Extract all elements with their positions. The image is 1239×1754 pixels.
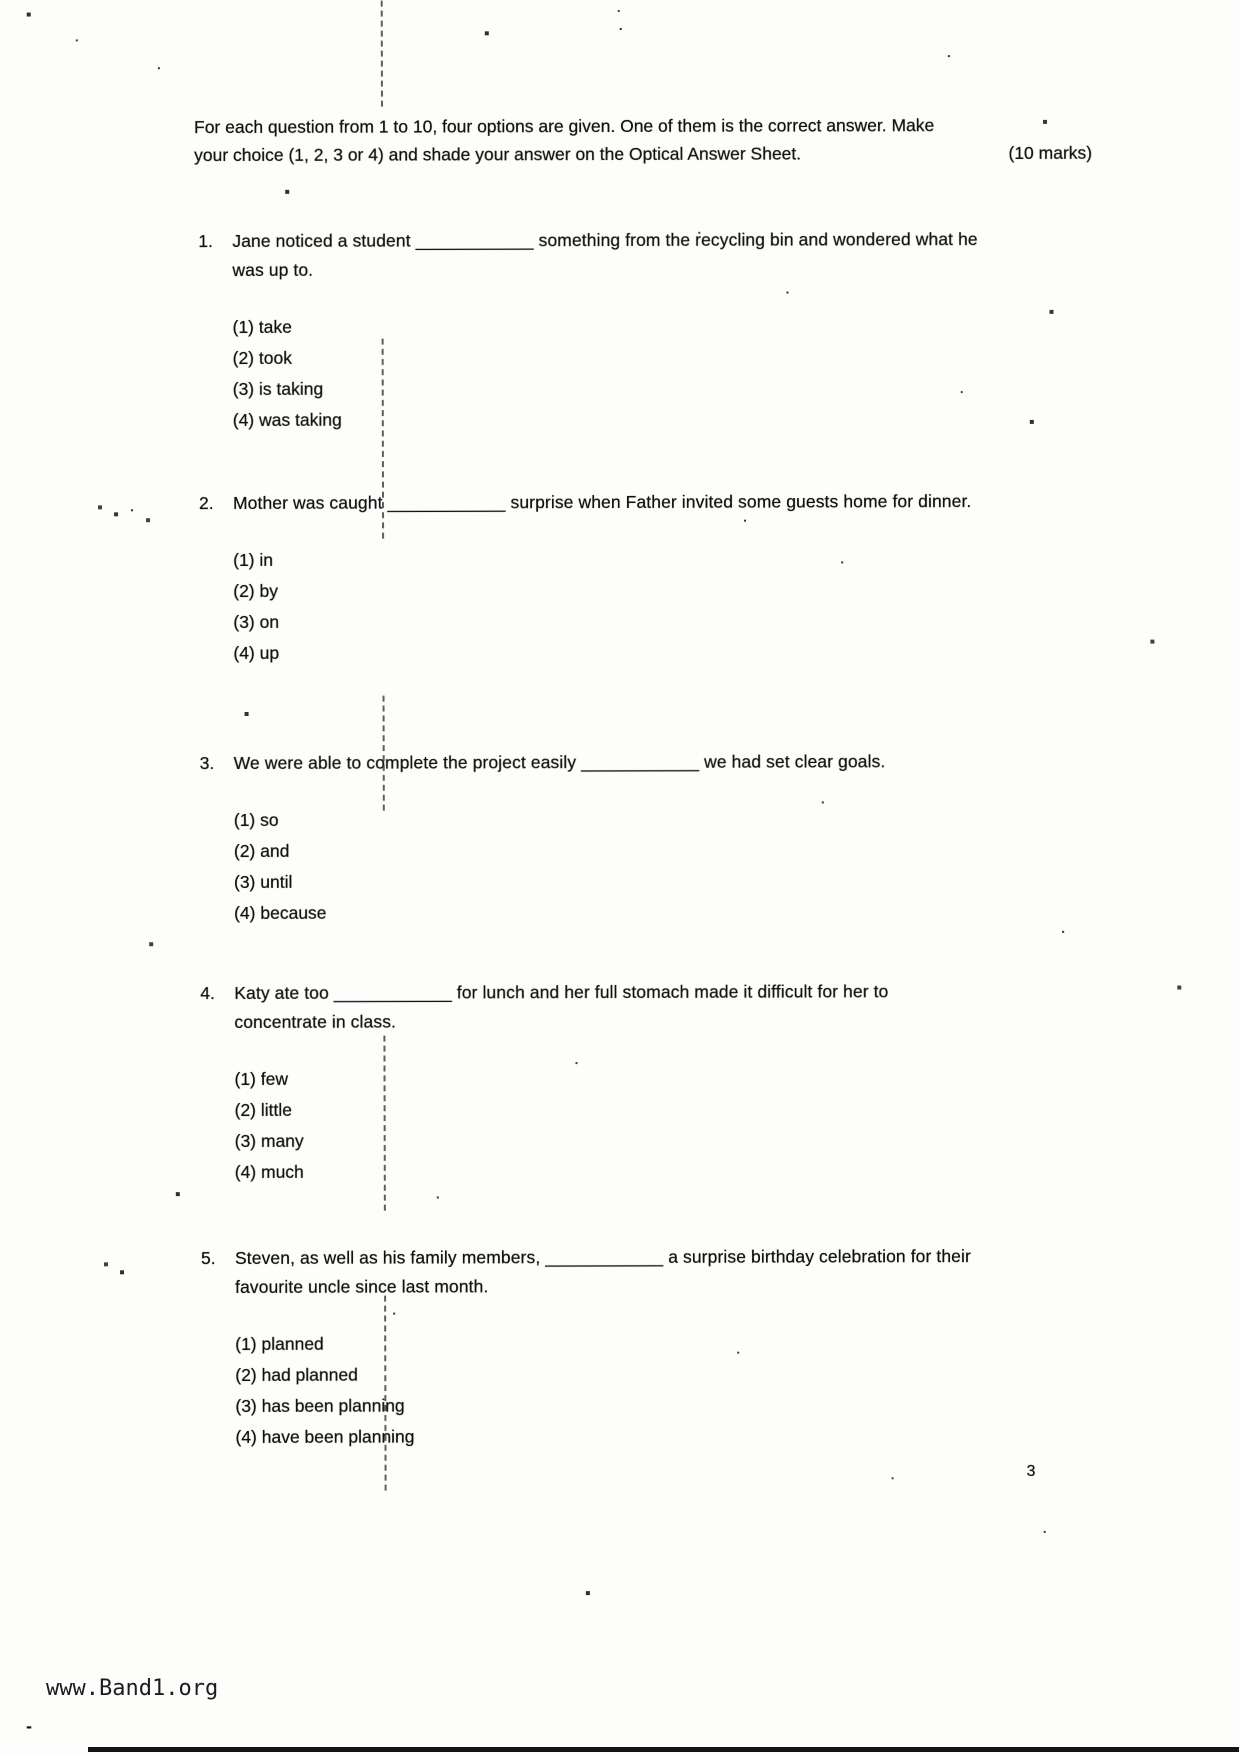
stray-pen-mark: - <box>26 1716 32 1736</box>
option-item: (2) by <box>233 580 279 602</box>
options-list <box>234 1062 982 1188</box>
option-item: (2) took <box>232 347 292 369</box>
question-body <box>233 487 981 669</box>
option-item: (4) much <box>234 1161 304 1183</box>
options-list <box>234 803 982 929</box>
question-number: 5. <box>200 1248 216 1269</box>
question-text: Jane noticed a student ____________ something from the recycling bin and wondered what he was up to. <box>232 229 978 281</box>
option-item: (1) take <box>232 316 292 338</box>
question-5 <box>201 1242 984 1453</box>
option-item: (2) had planned <box>235 1364 358 1386</box>
question-text: Katy ate too ____________ for lunch and her full stomach made it difficult for her to concentrate in class. <box>234 981 889 1033</box>
option-item: (3) is taking <box>232 378 324 400</box>
question-text: Steven, as well as his family members, ____________ a surprise birthday celebration for their favourite uncle since last month. <box>234 1246 971 1298</box>
question-number: 1. <box>198 231 213 252</box>
option-item: (3) many <box>234 1130 304 1152</box>
question-number: 3. <box>199 753 215 774</box>
options-list <box>235 1327 983 1453</box>
option-item: (1) planned <box>235 1333 324 1355</box>
instructions-block <box>194 111 1093 169</box>
question-text: We were able to complete the project easily ____________ we had set clear goals. <box>233 751 886 774</box>
watermark: www.Band1.org <box>46 1676 219 1701</box>
option-item: (4) have been planning <box>235 1426 415 1448</box>
question-3 <box>200 747 982 929</box>
question-1 <box>198 225 981 436</box>
option-item: (3) has been planning <box>235 1395 405 1417</box>
instructions-text: For each question from 1 to 10, four options are given. One of them is the correct answer. Make your choice (1, 2, 3 or 4) and shade your answer on the Optical Answer Sheet. <box>194 115 935 166</box>
fold-line-segment <box>383 696 385 811</box>
fold-line-segment <box>381 1 383 107</box>
option-item: (1) in <box>233 549 274 571</box>
question-body <box>232 225 981 436</box>
option-item: (2) little <box>234 1099 293 1121</box>
option-item: (2) and <box>233 840 290 862</box>
question-2 <box>199 487 981 669</box>
option-item: (1) so <box>233 809 279 831</box>
options-list <box>233 310 981 436</box>
marks-label: (10 marks) <box>1008 142 1093 163</box>
question-body <box>234 747 982 929</box>
page-number: 3 <box>1026 1462 1036 1480</box>
question-body <box>235 1242 984 1453</box>
option-item: (4) was taking <box>232 409 342 431</box>
option-item: (4) up <box>233 642 280 664</box>
question-number: 4. <box>200 983 215 1004</box>
option-item: (3) until <box>233 871 293 893</box>
option-item: (4) because <box>234 902 327 924</box>
question-text: Mother was caught ____________ surprise when Father invited some guests home for dinner. <box>232 491 972 514</box>
question-number: 2. <box>198 493 214 514</box>
options-list <box>233 543 981 669</box>
scan-bottom-edge <box>88 1747 1239 1752</box>
option-item: (1) few <box>234 1068 289 1090</box>
question-4 <box>200 977 983 1188</box>
question-body <box>234 977 983 1188</box>
option-item: (3) on <box>233 611 280 633</box>
